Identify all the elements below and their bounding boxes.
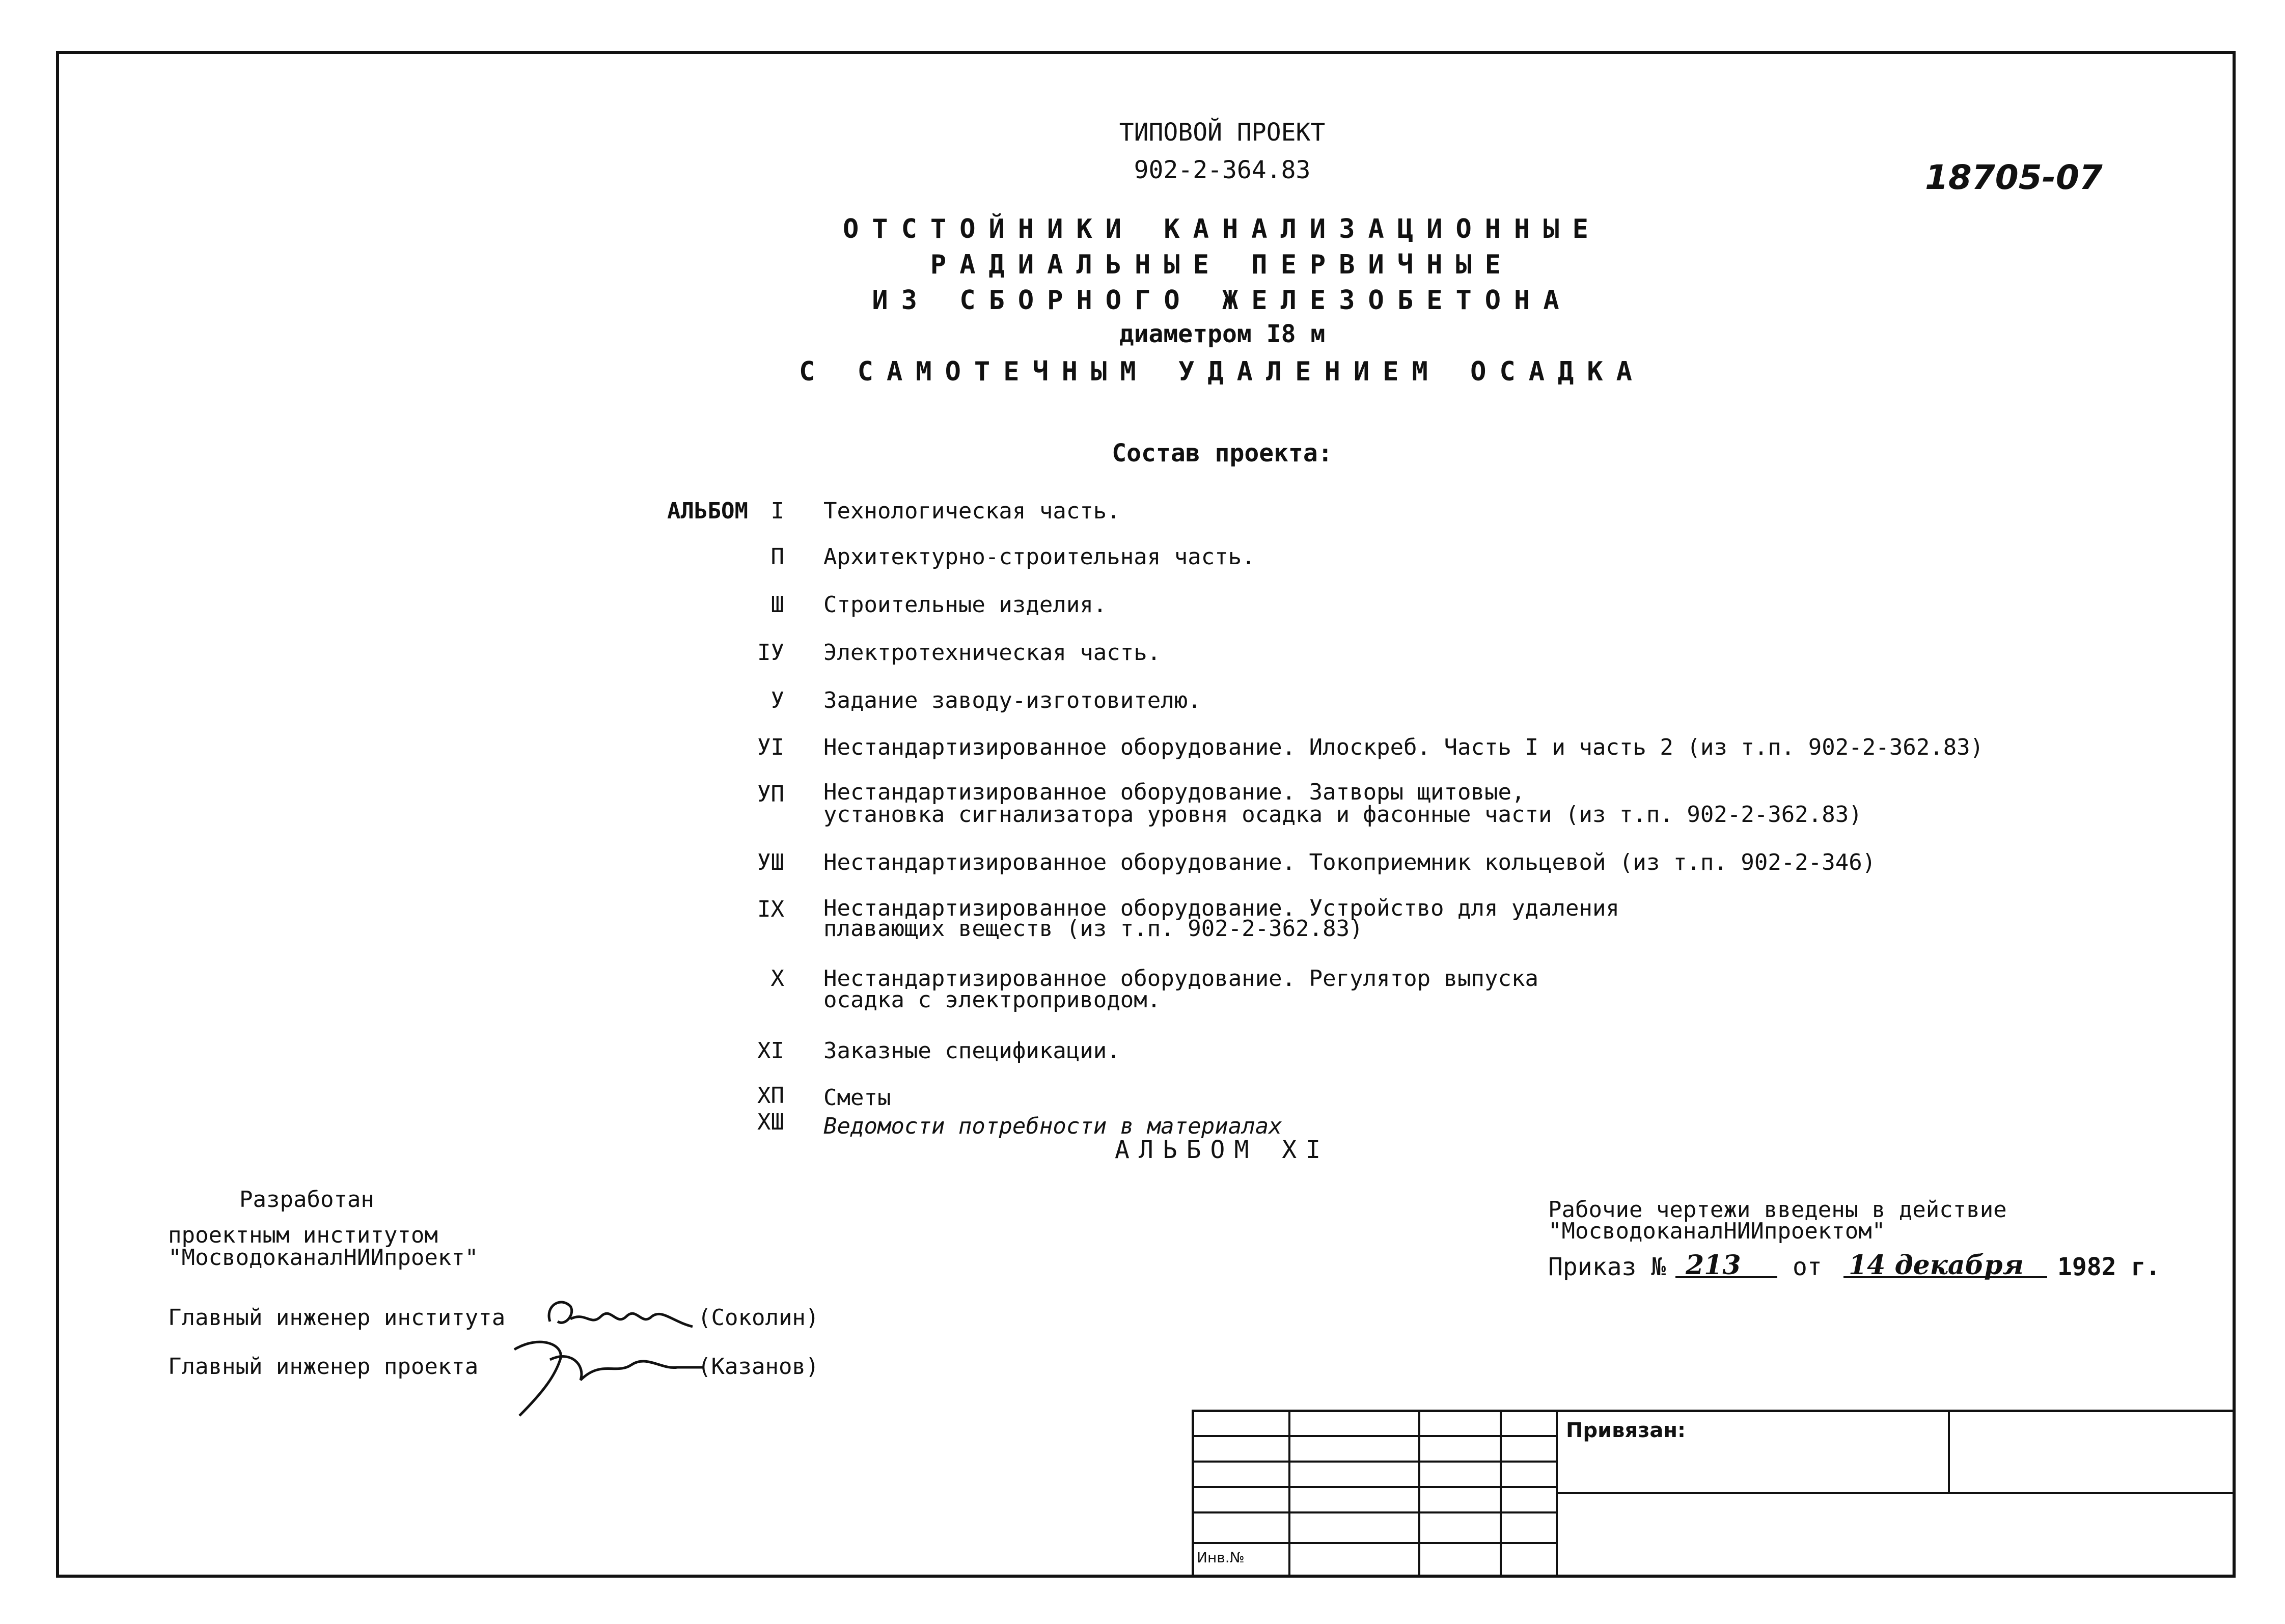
project-number: 902-2-364.83 [1134, 156, 1311, 184]
signature-kazanov [499, 1329, 713, 1426]
approval-line-2: "МосводоканалНИИпроектом" [1548, 1218, 1886, 1244]
item-text-cont: осадка с электроприводом. [823, 987, 1161, 1013]
composition-heading: Состав проекта: [1112, 439, 1333, 467]
order-number: 213 [1686, 1250, 1741, 1281]
item-num: УП [757, 781, 784, 807]
item-num: IX [757, 896, 784, 922]
title-line-1: ОТСТОЙНИКИ КАНАЛИЗАЦИОННЫЕ [843, 214, 1602, 244]
document-code: 18705-07 [1925, 158, 2103, 197]
from-label: от [1793, 1253, 1822, 1281]
inventory-label: Инв.№ [1197, 1549, 1245, 1566]
attached-label: Привязан: [1566, 1419, 1686, 1442]
stamp-row-line [1556, 1492, 2236, 1494]
item-text: Нестандартизированное оборудование. Затворы щитовые, [823, 779, 1525, 805]
item-text: Электротехническая часть. [823, 640, 1161, 666]
item-text: Строительные изделия. [823, 592, 1107, 618]
chief-project-label: Главный инженер проекта [168, 1354, 479, 1380]
item-text-cont: плавающих веществ (из т.п. 902-2-362.83) [823, 916, 1363, 942]
item-num: П [770, 544, 784, 570]
item-text: Нестандартизированное оборудование. Устройство для удаления [823, 895, 1619, 921]
title-line-2: РАДИАЛЬНЫЕ ПЕРВИЧНЫЕ [930, 250, 1515, 280]
institute-line-1: проектным институтом [168, 1222, 438, 1248]
item-text: Заказные спецификации. [823, 1038, 1120, 1064]
item-text: Нестандартизированное оборудование. Илоскреб. Часть I и часть 2 (из т.п. 902-2-362.83) [823, 734, 1984, 760]
item-text: Технологическая часть. [823, 498, 1120, 524]
item-text: Ведомости потребности в материалах [823, 1113, 1282, 1139]
item-text: Сметы [823, 1085, 891, 1111]
order-number-field [1675, 1250, 1777, 1281]
item-text: Задание заводу-изготовителю. [823, 687, 1201, 713]
item-num: Ш [770, 592, 784, 618]
chief-institute-name: (Соколин) [698, 1305, 819, 1331]
order-label: Приказ № [1548, 1253, 1666, 1281]
item-num: УШ [757, 849, 784, 875]
item-num: XI [757, 1038, 784, 1064]
item-num: I [770, 498, 784, 524]
institute-line-2: "МосводоканалНИИпроект" [168, 1245, 479, 1271]
developed-label: Разработан [239, 1187, 374, 1213]
album-label: АЛЬБОМ [667, 498, 748, 524]
order-year: 1982 г. [2057, 1253, 2161, 1281]
item-num: УI [757, 734, 784, 760]
chief-project-name: (Казанов) [698, 1354, 819, 1380]
stamp-row-line [1192, 1435, 1556, 1437]
stamp-row-line [1192, 1511, 1556, 1513]
title-line-3: ИЗ СБОРНОГО ЖЕЛЕЗОБЕТОНА [872, 285, 1573, 316]
item-text: Нестандартизированное оборудование. Регулятор выпуска [823, 966, 1538, 992]
item-text: Архитектурно-строительная часть. [823, 544, 1255, 570]
item-text-cont: установка сигнализатора уровня осадка и фасонные части (из т.п. 902-2-362.83) [823, 802, 1862, 828]
approval-line-1: Рабочие чертежи введены в действие [1548, 1197, 2007, 1223]
album-note: АЛЬБОМ XI [1114, 1136, 1330, 1164]
header-title: ТИПОВОЙ ПРОЕКТ [1119, 118, 1326, 147]
order-date: 14 декабря [1849, 1250, 2024, 1281]
title-line-5: С САМОТЕЧНЫМ УДАЛЕНИЕМ ОСАДКА [799, 356, 1645, 387]
title-diameter: диаметром I8 м [1119, 320, 1326, 348]
stamp-row-line [1192, 1542, 1556, 1544]
item-num: XП [757, 1083, 784, 1109]
stamp-col-line [1948, 1410, 1950, 1494]
stamp-row-line [1192, 1486, 1556, 1488]
order-date-field [1843, 1250, 2047, 1281]
item-num: У [770, 687, 784, 713]
item-num: X [770, 966, 784, 992]
chief-institute-label: Главный инженер института [168, 1305, 506, 1331]
stamp-row-line [1192, 1461, 1556, 1463]
item-num: XШ [757, 1109, 784, 1135]
item-num: IУ [757, 640, 784, 666]
item-text: Нестандартизированное оборудование. Токоприемник кольцевой (из т.п. 902-2-346) [823, 849, 1876, 875]
